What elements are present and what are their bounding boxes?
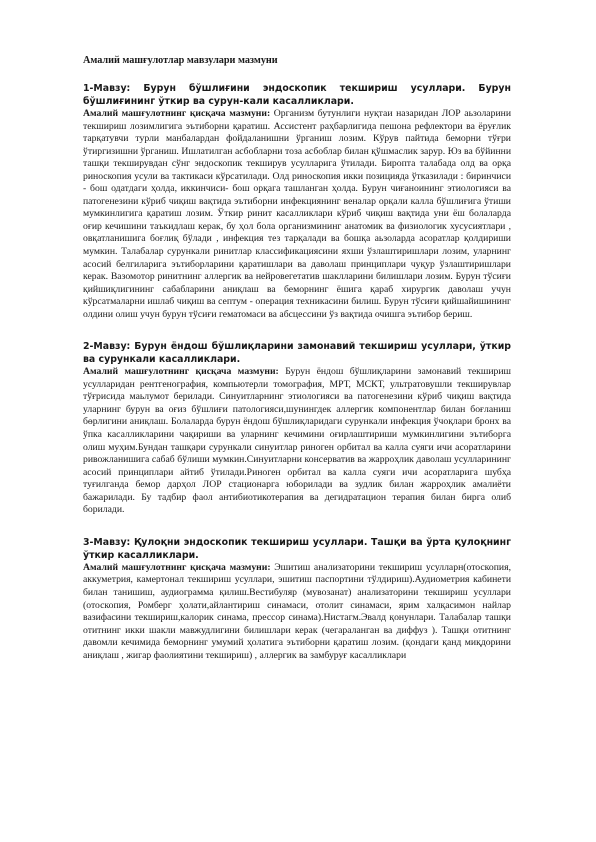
summary-text: Организм бутунлиги нуқтаи назаридан ЛОР аьзоларини текшириш лозимлигига эътиборни қаратиш. Ассистент раҳбарлигида пешона рефлектори ва ёруғлик тарқатувчи турли манбалардан фойдаланишни ўрганиш лозим. Кўрув пайтида беморни тўғри ўтиргизишни ўрганиш. Ишлатилган асбобларни тоза асбоблар билан қўшмаслик зарур. Юз ва бўйинни ташқи текширувдан сўнг эндоскопик текширув усулларига ўтилади. Биропта талабада олд ва орқа риноскопия усули ва тактикаси кўрсатилади. Олд риноскопия икки позицияда ўтказилади : биринчиси - бош одатдаги ҳолда, иккинчиси- бош орқага ташланган ҳолда. Бурун чиғаноининг этиологияси ва патогенезини кўриб чиқиш вақтида эътиборни инфекциянинг веналар орқали калла бўшлиғига ўтиши мумкинлигига қаратиш лозим. Ўткир ринит касалликлари кўриб чиқиш вақтида уни ёш болаларда оғир кечишини таъкидлаш керак, бу ҳол бола организмининг анатомик ва физиологик хусусиятлари , овқатланишига боғлиқ бўлади , инфекция тез тарқалади ва бошқа аьзоларда асоратлар қолдириши мумкин. Талабалар сурункали ринитлар классификациясини яхши ўзлаштиришлари лозим, уларнинг асосий белгиларига эътиборларини қаратишлари ва даволаш принциплари чуқур ўзлаштиришлари керак. Вазомотор ринитнинг аллергик ва нейровегетатив шаклларини билишлари лозим. Бурун тўсиғи қийшиқлигининг сабабларини аниқлаш ва беморнинг ёшига қараб хирургик даволаш учун кўрсатмаларни ишлаб чиқиш ва септум - операция техникасини билиш. Бурун тўсиғи қийшайишининг олдини олиш учун бурун тўсиғи гематомаси ва абсцессини ўз вақтида очишга эътибор бериш. [83, 108, 512, 320]
summary-lead: Амалий машғулотнинг қисқача мазмуни: [83, 366, 279, 378]
topic-section-2 [83, 340, 511, 517]
document-page [83, 54, 511, 681]
topic-section-1 [83, 82, 511, 321]
summary-lead: Амалий машғулотнинг қисқача мазмуни: [83, 561, 271, 573]
topic-heading: 3-Мавзу: Қулоқни эндоскопик текшириш усуллари. Ташқи ва ўрта қулоқнинг ўткир касалликлари. [83, 536, 511, 561]
summary-text: Эшитиш анализаторини текшириш усулларн(отоскопия, аккуметрия, камертонал текшириш усуллари, эшитиш паспортини тўлдириш).Аудиометрия кабинети билан танишиш, аудиограмма қилиш.Вестибуляр (мувозанат) анализаторини текшириш усуллари (отоскопия, Ромберг ҳолати,айлантириш синамаси, отолит синамаси, ярим халқасимон найлар вазифасини текшириш,калорик синама, прессор синама).Нистагм.Эвалд қонунлари. Талабалар ташқи отитнинг икки шакли мавжудлигини билишлари керак (чегараланган ва диффуз ). Ташқи отитнинг давомли кечимида беморнинг умумий ҳолатига эътиборни қаратиш лозим. (қондаги қанд миқдорини аниқлаш , жигар фаолиятини текшириш) , аллергик ва замбуруғ касалликлари [83, 561, 511, 661]
topic-section-3 [83, 536, 511, 662]
topic-heading: 2-Мавзу: Бурун ёндош бўшлиқларини замонавий текшириш усуллари, ўткир ва сурункали касалликлари. [83, 341, 511, 366]
topic-body [83, 366, 511, 517]
topic-body [83, 108, 511, 321]
topic-body [83, 562, 511, 662]
document-title: Амалий машғулотлар мавзулари мазмуни [83, 55, 278, 66]
summary-text: Бурун ёндош бўшлиқларини замонавий текшириш усулларидан рентгенография, компьютерли томография, МРТ, МСКТ, ультратовушли текширувлар тўғрисида маьлумот берилади. Синуитларнинг этиологияси ва патогенезини кўриб чиқиш вақтида уларнинг бурун ва оғиз бўшлиғи патологияси,шунингдек аллергик компонентлар билан боғланиш бөрлигини аниқлаш. Болаларда бурун ёндош бўшлиқларидаги сурункали инфекция ўчоқлари бронх ва ўпка касалликларини чақириши ва уларнинг кечимини оғирлаштириши мумкинлигини эътиборга олиш муҳим.Бундан ташқари сурункали синуитлар риноген орбитал ва калла суяги ичи асоратларини ривожланишига сабаб бўлиши мумкин.Синуитларни консерватив ва жарроҳлик даволаш усулларининг асосий принциплари айтиб ўтилади.Риноген орбитал ва калла суяги ичи асоратларига шубҳа туғилганда бемор дарҳол ЛОР стационарга юборилади ва зудлик билан жарроҳлик амалиёти бажарилади. Бу тадбир фаол антибиотикотерапия ва дегидратацион терапия билан бирга олиб борилади. [83, 366, 512, 516]
topic-heading: 1-Мавзу: Бурун бўшлиғини эндоскопик текшириш усуллари. Бурун бўшлиғининг ўткир ва сурун-кали касалликлари. [83, 83, 511, 107]
summary-lead: Амалий машғулотнинг қисқача мазмуни: [83, 108, 271, 119]
